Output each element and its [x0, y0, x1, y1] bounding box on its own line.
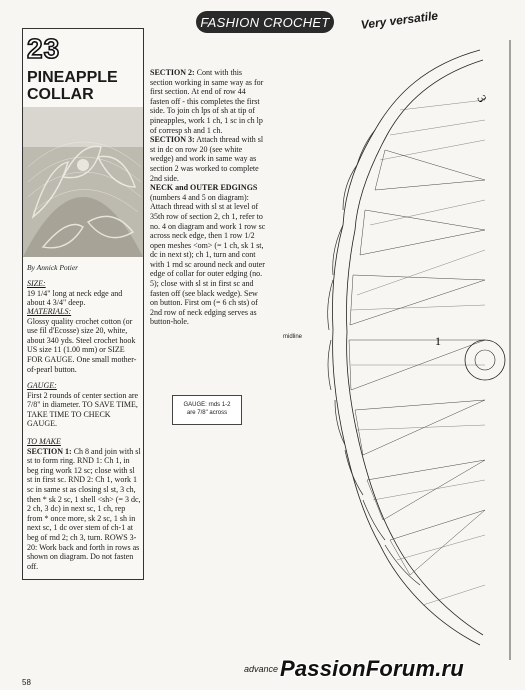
gauge-heading: GAUGE: — [27, 381, 57, 390]
gauge-text: First 2 rounds of center section are 7/8" in diameter. TO SAVE TIME, TAKE TIME TO CHECK GAUGE. — [27, 390, 139, 429]
page-number: 58 — [22, 678, 31, 687]
section1-label: SECTION 1: — [27, 446, 72, 456]
banner-text: FASHION CROCHET — [200, 14, 330, 30]
section3-paragraph — [150, 135, 266, 183]
neck-edging-text: (numbers 4 and 5 on diagram): Attach thread with sl st at level of 35th row of section 2, ch 1, refer to no. 4 on diagram and work 1 row sc across neck edge, then 1 row 1/2 open meshes <om> (= 1 ch, sk 1 st, dc in next st); ch 1, turn and cont with 1 rnd sc around neck and outer edge of collar for outer edging (no. 5); close with sl st in first sc and fasten off (see black wedge). Sew on button. First om (= 6 ch sts) of 2nd row of neck edging serves as button-hole. — [150, 192, 266, 327]
gauge-callout-line-2: are 7/8" across — [186, 410, 228, 416]
size-heading: SIZE: — [27, 279, 46, 288]
center-ring — [465, 340, 505, 380]
section1-paragraph — [27, 447, 141, 572]
diagram-outline — [332, 50, 483, 645]
section1-text: Ch 8 and join with sl st to form ring. RND 1: Ch 1, in beg ring work 12 sc; close with sl st in first sc. RND 2: Ch 1, work 1 sc in same st as closing sl st, 3 ch, then * sk 2 sc, 1 shell <sh> (= 3 dc, 2 ch, 3 dc) in next sc, 1 ch, rep from * once more, sk 2 sc, 1 sh in next sc, 1 dc over stem of ch-1 at beg of rnd 2; ch 3, turn. ROWS 3-20: Work back and forth in rows as shown on diagram. Do not fasten off. — [27, 446, 141, 571]
size-block — [27, 279, 141, 308]
diagram-scallops — [328, 130, 420, 585]
section3-text: Attach thread with sl st in dc on row 20 (see white wedge) and work in same way as section 2 was worked to complete 2nd side. — [150, 135, 264, 183]
gauge-callout-line-1: GAUGE: rnds 1-2 — [183, 402, 231, 408]
neck-edging-paragraph — [150, 183, 266, 327]
section2-paragraph — [150, 68, 266, 135]
imprint-text: advance — [244, 664, 279, 674]
diagram-marker-1: 1 — [435, 334, 441, 348]
section3-label: SECTION 3: — [150, 135, 195, 145]
pattern-sidebar — [22, 28, 144, 580]
pattern-title — [27, 69, 143, 103]
materials-block — [27, 307, 141, 374]
diagram-marker-3: 3 — [474, 92, 490, 105]
pineapple-motifs — [349, 150, 485, 575]
collar-photo — [23, 107, 143, 257]
pattern-number: 23 — [27, 33, 61, 64]
pattern-author: By Annick Potier — [27, 263, 79, 272]
tagline: Very versatile — [360, 8, 439, 32]
to-make-heading: TO MAKE — [27, 437, 61, 446]
instructions-column — [150, 68, 266, 327]
to-make-block — [27, 437, 141, 571]
materials-heading: MATERIALS: — [27, 307, 72, 316]
site-watermark: PassionForum.ru — [280, 656, 464, 681]
stitch-hatching — [351, 100, 485, 605]
section2-text: Cont with this section working in same way as for first section. At end of row 44 fasten off - this completes the first side. To join ch lps of sh at tip of pineapples, work 1 ch, 1 sc in ch lp of corresp sh and 1 ch. — [150, 68, 264, 135]
materials-text: Glossy quality crochet cotton (or use fil d'Ecosse) size 20, white, about 340 yds. Steel crochet hook US size 11 (1.00 mm) or SIZE FOR GAUGE. One small mother-of-pearl button. — [27, 316, 137, 374]
neck-edging-label: NECK and OUTER EDGINGS — [150, 183, 258, 193]
title-line-2: COLLAR — [27, 86, 94, 103]
section-banner — [196, 11, 334, 33]
section2-label: SECTION 2: — [150, 68, 195, 77]
midline-label: midline — [283, 334, 303, 340]
title-line-1: PINEAPPLE — [27, 69, 118, 86]
size-text: 19 1/4" long at neck edge and about 4 3/4" deep. — [27, 288, 123, 308]
collar-photo-image — [23, 107, 143, 257]
gauge-block — [27, 381, 141, 429]
gauge-callout — [172, 395, 242, 425]
crochet-diagram — [305, 40, 515, 660]
